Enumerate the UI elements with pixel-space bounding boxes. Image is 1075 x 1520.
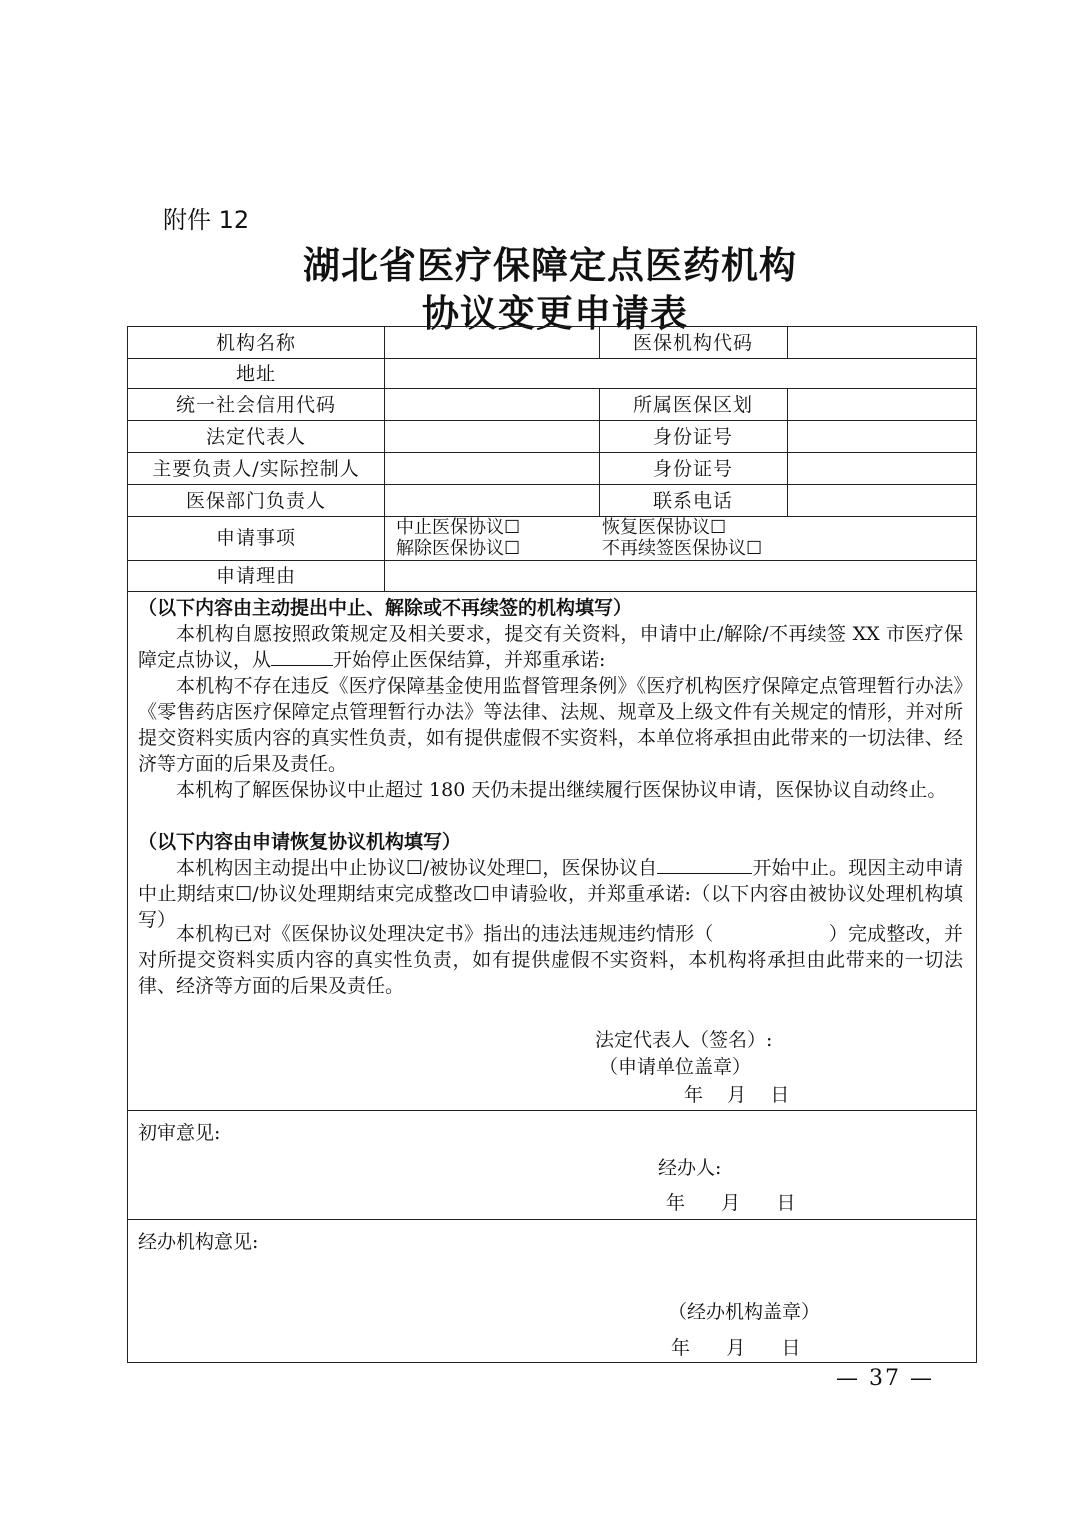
option-restore[interactable]: 恢复医保协议☐ <box>602 517 727 538</box>
row-divider <box>128 516 976 517</box>
applicant-seal-label: （申请单位盖章） <box>599 1056 752 1078</box>
agency-review-label: 经办机构意见: <box>138 1231 259 1253</box>
row-divider <box>128 1219 976 1220</box>
section1-paragraph2: 本机构不存在违反《医疗保障基金使用监督管理条例》《医疗机构医疗保障定点管理暂行办法》《零售药店医疗保障定点管理暂行办法》等法律、法规、规章及上级文件有关规定的情形，并对所提交资料实质内容的真实性负责，如有提供虚假不实资料，本单位将承担由此带来的一切法律、经济等方面的后果及责任。 <box>138 675 963 775</box>
label-org-code: 医保机构代码 <box>632 332 753 354</box>
page-number: — 37 — <box>836 1366 934 1391</box>
form-title-line2: 协议变更申请表 <box>422 291 688 335</box>
label-address: 地址 <box>235 363 276 385</box>
label-dept-head: 医保部门负责人 <box>185 490 326 512</box>
row-divider <box>128 420 976 421</box>
label-id-number: 身份证号 <box>652 458 733 480</box>
section2-paragraph1: 本机构因主动提出中止协议☐/被协议处理☐，医保协议自 开始中止。现因主动申请中止期结束☐/协议处理期结束完成整改☐申请验收，并郑重承诺:（以下内容由被协议处理机构填写） <box>138 857 963 931</box>
label-phone: 联系电话 <box>652 490 733 512</box>
row-divider <box>128 591 976 592</box>
column-divider <box>787 388 788 516</box>
agency-seal-label: （经办机构盖章） <box>668 1301 821 1323</box>
option-suspend[interactable]: 中止医保协议☐ <box>396 517 521 538</box>
attachment-label: 附件 12 <box>163 206 250 234</box>
first-review-label: 初审意见: <box>138 1122 221 1144</box>
label-id-number: 身份证号 <box>652 426 733 448</box>
first-review-handler: 经办人: <box>658 1157 722 1179</box>
row-divider <box>128 1110 976 1111</box>
section1-paragraph3: 本机构了解医保协议中止超过 180 天仍未提出继续履行医保协议申请，医保协议自动终止。 <box>176 779 947 801</box>
label-region: 所属医保区划 <box>632 394 753 416</box>
section2-heading: （以下内容由申请恢复协议机构填写） <box>138 831 462 853</box>
option-terminate[interactable]: 解除医保协议☐ <box>396 538 521 559</box>
date-blank[interactable] <box>271 647 333 666</box>
label-credit-code: 统一社会信用代码 <box>175 394 336 416</box>
row-divider <box>128 452 976 453</box>
label-org-name: 机构名称 <box>215 332 296 354</box>
section2-paragraph2: 本机构已对《医保协议处理决定书》指出的违法违规违约情形（ ）完成整改，并对所提交资料实质内容的真实性负责，如有提供虚假不实资料，本机构将承担由此带来的一切法律、经济等方面的后果及责任。 <box>138 923 963 997</box>
label-controller: 主要负责人/实际控制人 <box>152 458 360 480</box>
form-title-line1: 湖北省医疗保障定点医药机构 <box>303 243 797 287</box>
legal-signature-label: 法定代表人（签名）: <box>595 1029 773 1051</box>
first-review-date: 年 月 日 <box>666 1192 796 1214</box>
label-matter: 申请事项 <box>215 527 296 549</box>
section1-paragraph1: 本机构自愿按照政策规定及相关要求，提交有关资料，申请中止/解除/不再续签 XX 市医疗保障定点协议，从 开始停止医保结算，并郑重承诺: <box>138 623 963 671</box>
agency-review-date: 年 月 日 <box>671 1337 801 1359</box>
row-divider <box>128 484 976 485</box>
column-divider <box>384 327 385 591</box>
label-reason: 申请理由 <box>215 565 296 587</box>
signature-date: 年 月 日 <box>684 1084 790 1106</box>
column-divider <box>787 327 788 358</box>
section1-heading: （以下内容由主动提出中止、解除或不再续签的机构填写） <box>138 597 633 619</box>
label-legal-rep: 法定代表人 <box>205 426 306 448</box>
option-no-renew[interactable]: 不再续签医保协议☐ <box>602 538 763 559</box>
application-form <box>127 326 977 1363</box>
date-blank[interactable] <box>657 855 752 874</box>
